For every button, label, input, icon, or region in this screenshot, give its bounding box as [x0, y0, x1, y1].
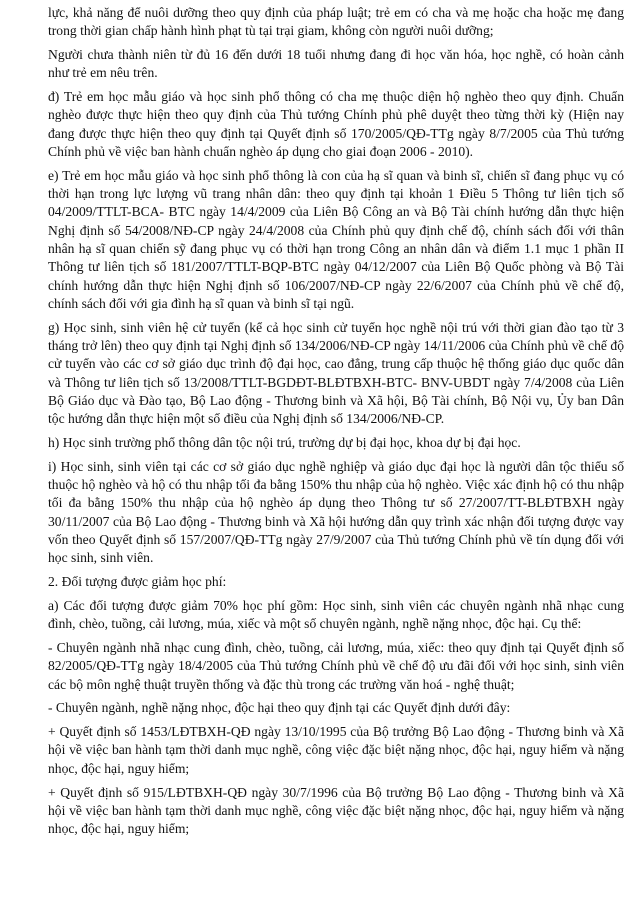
paragraph-a-70-percent: a) Các đối tượng được giảm 70% học phí gồm: Học sinh, sinh viên các chuyên ngành nhã nhạc cung đình, chèo, tuồng, cải lương, múa, xiếc và một số chuyên ngành, nghề nặng nhọc, độc hại. Cụ thể: — [48, 597, 624, 632]
paragraph-d-poor-households: đ) Trẻ em học mẫu giáo và học sinh phổ thông có cha mẹ thuộc diện hộ nghèo theo quy định. Chuẩn nghèo được thực hiện theo quy định của Thủ tướng Chính phủ phê duyệt theo từng thời kỳ (Hiện nay đang được thực hiện theo quy định tại Quyết định số 170/2005/QĐ-TTg ngày 8/7/2005 của Thủ tướng Chính phủ về việc ban hành chuẩn nghèo áp dụng cho giai đoạn 2006 - 2010). — [48, 89, 624, 160]
paragraph-i-ethnic-minority: i) Học sinh, sinh viên tại các cơ sở giáo dục nghề nghiệp và giáo dục đại học là người dân tộc thiểu số thuộc hộ nghèo và hộ có thu nhập tối đa bằng 150% thu nhập của hộ nghèo. Việc xác định hộ có thu nhập tối đa bằng 150% thu nhập của hộ nghèo áp dụng theo Thông tư số 27/2007/TT-BLĐTBXH ngày 30/11/2007 của Bộ Lao động - Thương binh và Xã hội hướng dẫn quy trình xác nhận đối tượng được vay vốn theo Quyết định số 157/2007/QĐ-TTg ngày 27/9/2007 của Thủ tướng Chính phủ về tín dụng đối với học sinh, sinh viên. — [48, 458, 624, 566]
paragraph-g-nominated-students: g) Học sinh, sinh viên hệ cử tuyển (kể cả học sinh cử tuyển học nghề nội trú với thời gian đào tạo từ 3 tháng trở lên) theo quy định tại Nghị định số 134/2006/NĐ-CP ngày 14/11/2006 của Chính phủ về chế độ cử tuyển vào các cơ sở giáo dục trình độ đại học, cao đẳng, trung cấp thuộc hệ thống giáo dục quốc dân và Thông tư liên tịch số 13/2008/TTLT-BGDĐT-BLĐTBXH-BTC- BNV-UBDT ngày 7/4/2008 của Liên Bộ Giáo dục và Đào tạo, Bộ Lao động - Thương binh và Xã hội, Bộ Tài chính, Bộ Nội vụ, Ủy ban Dân tộc hướng dẫn thực hiện một số điều của Nghị định số 134/2006/NĐ-CP. — [48, 319, 624, 427]
paragraph-traditional-arts: - Chuyên ngành nhã nhạc cung đình, chèo, tuồng, cải lương, múa, xiếc: theo quy định tại Quyết định số 82/2005/QĐ-TTg ngày 18/4/2005 của Thủ tướng Chính phủ về chế độ ưu đãi đối với học sinh, sinh viên các bộ môn nghệ thuật truyền thống và đặc thù trong các trường văn hoá - nghệ thuật; — [48, 640, 624, 692]
paragraph-e-military-children: e) Trẻ em học mẫu giáo và học sinh phổ thông là con của hạ sĩ quan và binh sĩ, chiến sĩ đang phục vụ có thời hạn trong lực lượng vũ trang nhân dân: theo quy định tại khoản 1 Điều 5 Thông tư liên tịch số 04/2009/TTLT-BCA- BTC ngày 14/4/2009 của Liên Bộ Công an và Bộ Tài chính hướng dẫn thực hiện Nghị định số 54/2008/NĐ-CP ngày 24/4/2008 của Chính phủ quy định chế độ, chính sách đối với thân nhân hạ sĩ quan chiến sỹ đang phục vụ có thời hạn trong Công an nhân dân và điểm 1.1 mục 1 phần II Thông tư liên tịch số 181/2007/TTLT-BQP-BTC ngày 04/12/2007 của Liên Bộ Quốc phòng và Bộ Tài chính hướng dẫn thực hiện Nghị định số 106/2007/NĐ-CP ngày 22/6/2007 của Chính phủ về chế độ, chính sách đối với gia đình hạ sĩ quan và binh sĩ tại ngũ. — [48, 167, 624, 311]
paragraph-hazardous-jobs: - Chuyên ngành, nghề nặng nhọc, độc hại theo quy định tại các Quyết định dưới đây: — [48, 700, 511, 716]
section-heading-fee-reduction: 2. Đối tượng được giảm học phí: — [48, 574, 227, 590]
paragraph-decision-915: + Quyết định số 915/LĐTBXH-QĐ ngày 30/7/1996 của Bộ trưởng Bộ Lao động - Thương binh và Xã hội về việc ban hành tạm thời danh mục nghề, công việc đặc biệt nặng nhọc, độc hại, nguy hiểm và nặng nhọc, độc hại, nguy hiểm; — [48, 784, 624, 837]
paragraph-h-ethnic-boarding: h) Học sinh trường phổ thông dân tộc nội trú, trường dự bị đại học, khoa dự bị đại học. — [48, 435, 521, 451]
paragraph-continuation: lực, khả năng để nuôi dưỡng theo quy định của pháp luật; trẻ em có cha và mẹ hoặc cha hoặc mẹ đang trong thời gian chấp hành hình phạt tù tại trại giam, không còn người nuôi dưỡng; — [48, 5, 624, 39]
paragraph-minors: Người chưa thành niên từ đủ 16 đến dưới 18 tuổi nhưng đang đi học văn hóa, học nghề, có hoàn cảnh như trẻ em nêu trên. — [48, 47, 624, 81]
paragraph-decision-1453: + Quyết định số 1453/LĐTBXH-QĐ ngày 13/10/1995 của Bộ trưởng Bộ Lao động - Thương binh và Xã hội về việc ban hành tạm thời danh mục nghề, công việc đặc biệt nặng nhọc, độc hại, nguy hiểm và nặng nhọc, độc hại, nguy hiểm; — [48, 724, 624, 776]
